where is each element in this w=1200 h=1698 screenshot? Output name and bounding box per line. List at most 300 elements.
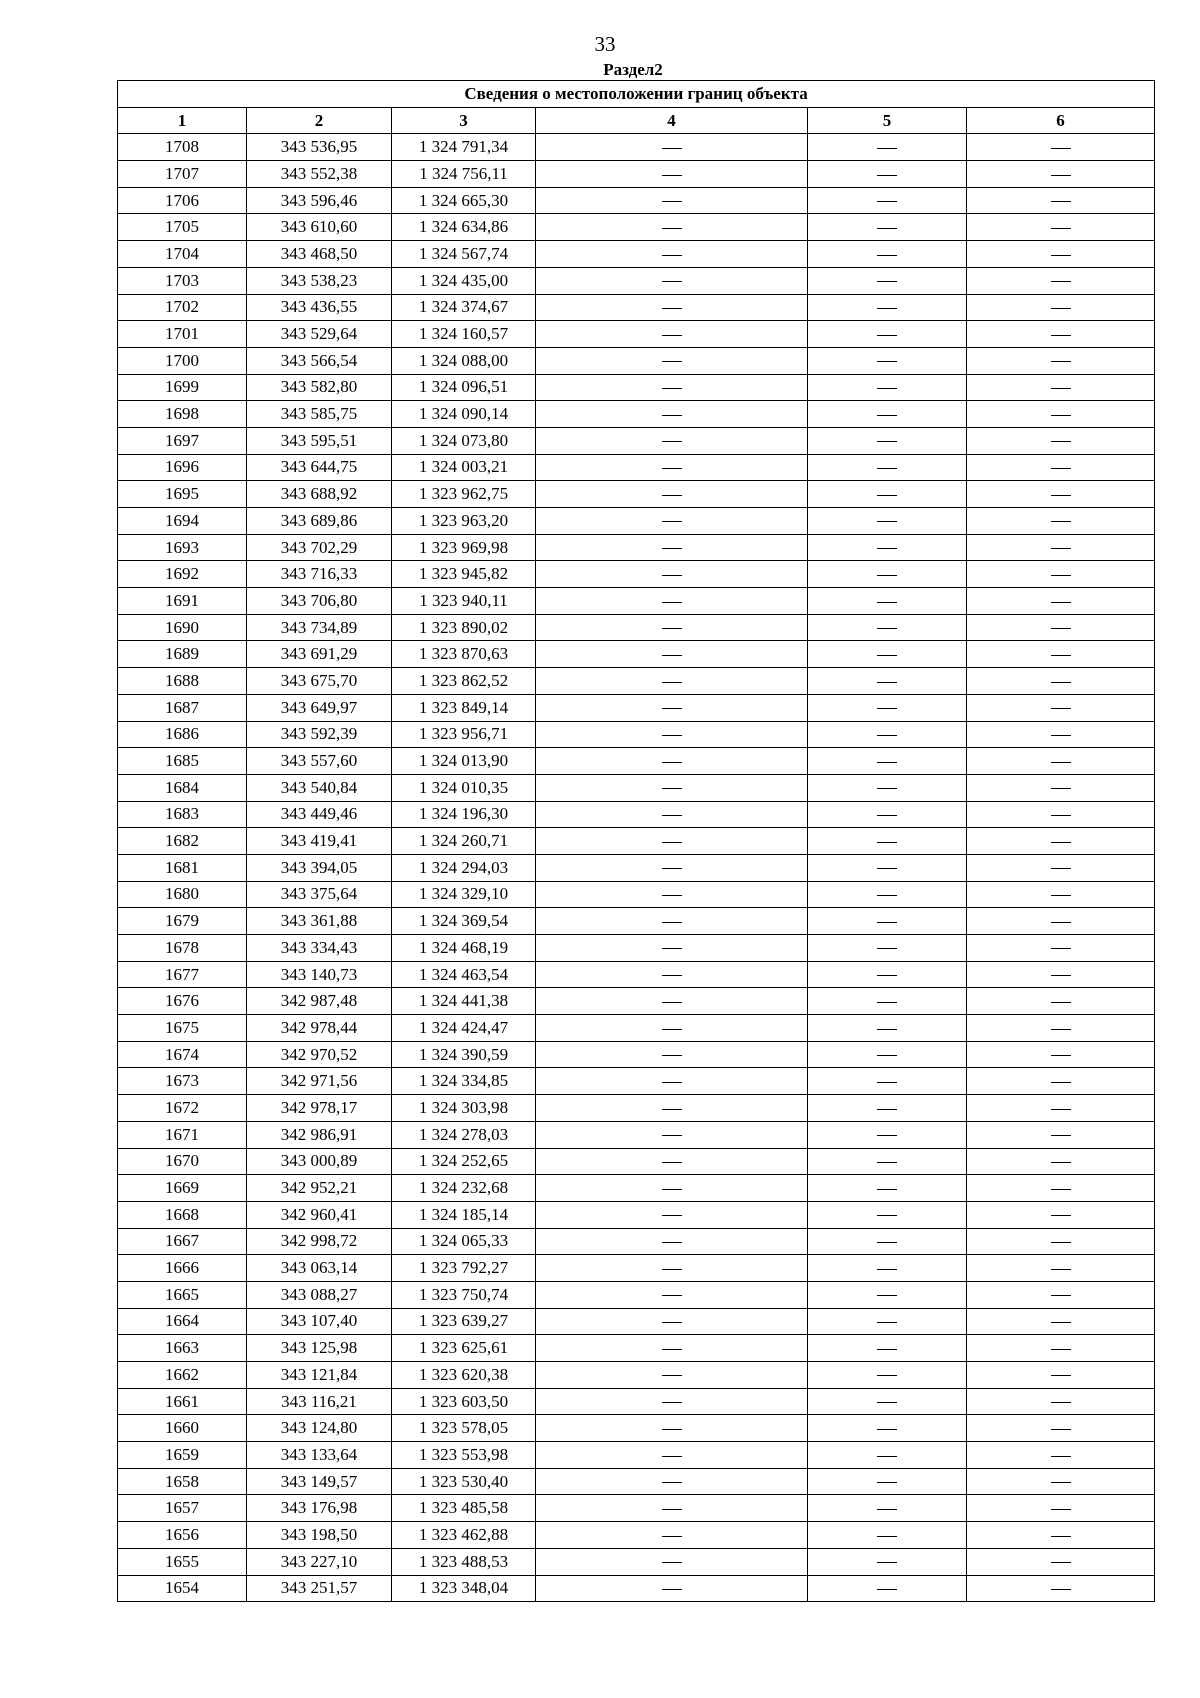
x-coordinate-cell: 343 644,75	[247, 454, 392, 481]
table-row	[118, 1201, 1155, 1228]
empty-value-cell	[967, 321, 1155, 348]
dash-mark	[877, 842, 897, 843]
dash-mark	[1051, 228, 1071, 229]
table-row	[118, 1015, 1155, 1042]
dash-mark	[877, 1349, 897, 1350]
dash-mark	[877, 1162, 897, 1163]
column-header-2: 2	[247, 107, 392, 134]
empty-value-cell	[967, 748, 1155, 775]
table-row	[118, 1255, 1155, 1282]
dash-mark	[1051, 495, 1071, 496]
dash-mark	[662, 1135, 682, 1136]
dash-mark	[662, 1295, 682, 1296]
empty-value-cell	[967, 347, 1155, 374]
x-coordinate-cell: 343 419,41	[247, 828, 392, 855]
empty-value-cell	[967, 854, 1155, 881]
table-row	[118, 1121, 1155, 1148]
dash-mark	[877, 281, 897, 282]
dash-mark	[877, 1002, 897, 1003]
table-row	[118, 774, 1155, 801]
point-number-cell: 1706	[118, 187, 247, 214]
empty-value-cell	[808, 774, 967, 801]
x-coordinate-cell: 342 971,56	[247, 1068, 392, 1095]
y-coordinate-cell: 1 324 334,85	[392, 1068, 536, 1095]
point-number-cell: 1661	[118, 1388, 247, 1415]
empty-value-cell	[967, 1015, 1155, 1042]
y-coordinate-cell: 1 324 435,00	[392, 267, 536, 294]
dash-mark	[1051, 201, 1071, 202]
empty-value-cell	[808, 935, 967, 962]
dash-mark	[877, 788, 897, 789]
dash-mark	[1051, 1189, 1071, 1190]
y-coordinate-cell: 1 324 073,80	[392, 427, 536, 454]
table-row	[118, 748, 1155, 775]
dash-mark	[877, 735, 897, 736]
empty-value-cell	[967, 1335, 1155, 1362]
x-coordinate-cell: 343 116,21	[247, 1388, 392, 1415]
empty-value-cell	[536, 321, 808, 348]
empty-value-cell	[536, 881, 808, 908]
y-coordinate-cell: 1 324 278,03	[392, 1121, 536, 1148]
empty-value-cell	[808, 1281, 967, 1308]
point-number-cell: 1683	[118, 801, 247, 828]
empty-value-cell	[536, 1548, 808, 1575]
point-number-cell: 1662	[118, 1362, 247, 1389]
dash-mark	[877, 388, 897, 389]
dash-mark	[662, 1456, 682, 1457]
dash-mark	[1051, 308, 1071, 309]
empty-value-cell	[808, 214, 967, 241]
dash-mark	[877, 521, 897, 522]
dash-mark	[877, 1029, 897, 1030]
empty-value-cell	[808, 1548, 967, 1575]
dash-mark	[877, 895, 897, 896]
empty-value-cell	[536, 1255, 808, 1282]
empty-value-cell	[536, 801, 808, 828]
table-row	[118, 534, 1155, 561]
empty-value-cell	[967, 1228, 1155, 1255]
dash-mark	[1051, 1082, 1071, 1083]
dash-mark	[1051, 602, 1071, 603]
dash-mark	[877, 1055, 897, 1056]
empty-value-cell	[536, 1201, 808, 1228]
empty-value-cell	[967, 187, 1155, 214]
point-number-cell: 1668	[118, 1201, 247, 1228]
table-row	[118, 267, 1155, 294]
dash-mark	[877, 628, 897, 629]
empty-value-cell	[808, 828, 967, 855]
x-coordinate-cell: 343 582,80	[247, 374, 392, 401]
x-coordinate-cell: 343 675,70	[247, 668, 392, 695]
x-coordinate-cell: 343 592,39	[247, 721, 392, 748]
point-number-cell: 1697	[118, 427, 247, 454]
dash-mark	[877, 175, 897, 176]
empty-value-cell	[808, 668, 967, 695]
dash-mark	[662, 708, 682, 709]
y-coordinate-cell: 1 324 065,33	[392, 1228, 536, 1255]
point-number-cell: 1672	[118, 1095, 247, 1122]
empty-value-cell	[967, 828, 1155, 855]
x-coordinate-cell: 343 107,40	[247, 1308, 392, 1335]
table-row	[118, 1548, 1155, 1575]
table-row	[118, 1335, 1155, 1362]
dash-mark	[662, 201, 682, 202]
dash-mark	[662, 1162, 682, 1163]
y-coordinate-cell: 1 323 462,88	[392, 1522, 536, 1549]
dash-mark	[662, 895, 682, 896]
table-row	[118, 401, 1155, 428]
empty-value-cell	[967, 1442, 1155, 1469]
table-row	[118, 881, 1155, 908]
x-coordinate-cell: 343 536,95	[247, 134, 392, 161]
empty-value-cell	[967, 1495, 1155, 1522]
dash-mark	[1051, 1215, 1071, 1216]
empty-value-cell	[967, 267, 1155, 294]
dash-mark	[877, 1082, 897, 1083]
x-coordinate-cell: 343 063,14	[247, 1255, 392, 1282]
x-coordinate-cell: 343 688,92	[247, 481, 392, 508]
point-number-cell: 1696	[118, 454, 247, 481]
dash-mark	[1051, 148, 1071, 149]
empty-value-cell	[536, 748, 808, 775]
x-coordinate-cell: 343 706,80	[247, 588, 392, 615]
empty-value-cell	[967, 161, 1155, 188]
column-header-5: 5	[808, 107, 967, 134]
empty-value-cell	[808, 401, 967, 428]
dash-mark	[877, 1215, 897, 1216]
dash-mark	[1051, 388, 1071, 389]
empty-value-cell	[536, 774, 808, 801]
empty-value-cell	[536, 588, 808, 615]
empty-value-cell	[536, 294, 808, 321]
table-row	[118, 935, 1155, 962]
dash-mark	[1051, 655, 1071, 656]
dash-mark	[1051, 975, 1071, 976]
y-coordinate-cell: 1 324 196,30	[392, 801, 536, 828]
x-coordinate-cell: 343 691,29	[247, 641, 392, 668]
empty-value-cell	[536, 401, 808, 428]
empty-value-cell	[536, 187, 808, 214]
empty-value-cell	[536, 1362, 808, 1389]
y-coordinate-cell: 1 323 530,40	[392, 1468, 536, 1495]
y-coordinate-cell: 1 324 160,57	[392, 321, 536, 348]
dash-mark	[662, 655, 682, 656]
dash-mark	[662, 1375, 682, 1376]
dash-mark	[877, 682, 897, 683]
empty-value-cell	[536, 1388, 808, 1415]
dash-mark	[662, 1509, 682, 1510]
table-row	[118, 214, 1155, 241]
dash-mark	[877, 975, 897, 976]
empty-value-cell	[967, 561, 1155, 588]
dash-mark	[662, 1536, 682, 1537]
dash-mark	[1051, 175, 1071, 176]
empty-value-cell	[536, 1121, 808, 1148]
dash-mark	[662, 228, 682, 229]
empty-value-cell	[808, 1362, 967, 1389]
x-coordinate-cell: 343 000,89	[247, 1148, 392, 1175]
y-coordinate-cell: 1 324 003,21	[392, 454, 536, 481]
dash-mark	[662, 548, 682, 549]
empty-value-cell	[808, 1068, 967, 1095]
dash-mark	[662, 175, 682, 176]
empty-value-cell	[808, 1468, 967, 1495]
dash-mark	[877, 548, 897, 549]
dash-mark	[1051, 1429, 1071, 1430]
x-coordinate-cell: 343 649,97	[247, 694, 392, 721]
empty-value-cell	[808, 1308, 967, 1335]
dash-mark	[1051, 895, 1071, 896]
empty-value-cell	[536, 161, 808, 188]
empty-value-cell	[808, 241, 967, 268]
dash-mark	[1051, 1349, 1071, 1350]
table-row	[118, 454, 1155, 481]
dash-mark	[877, 1589, 897, 1590]
empty-value-cell	[967, 1522, 1155, 1549]
table-row	[118, 427, 1155, 454]
column-header-4: 4	[536, 107, 808, 134]
y-coordinate-cell: 1 323 485,58	[392, 1495, 536, 1522]
table-row	[118, 641, 1155, 668]
y-coordinate-cell: 1 324 634,86	[392, 214, 536, 241]
point-number-cell: 1676	[118, 988, 247, 1015]
y-coordinate-cell: 1 323 639,27	[392, 1308, 536, 1335]
empty-value-cell	[536, 1308, 808, 1335]
x-coordinate-cell: 343 702,29	[247, 534, 392, 561]
empty-value-cell	[967, 1308, 1155, 1335]
empty-value-cell	[808, 534, 967, 561]
table-row	[118, 1095, 1155, 1122]
x-coordinate-cell: 342 970,52	[247, 1041, 392, 1068]
y-coordinate-cell: 1 323 962,75	[392, 481, 536, 508]
point-number-cell: 1701	[118, 321, 247, 348]
dash-mark	[877, 1189, 897, 1190]
table-row	[118, 187, 1155, 214]
dash-mark	[1051, 575, 1071, 576]
empty-value-cell	[536, 854, 808, 881]
y-coordinate-cell: 1 323 969,98	[392, 534, 536, 561]
y-coordinate-cell: 1 324 463,54	[392, 961, 536, 988]
empty-value-cell	[808, 748, 967, 775]
point-number-cell: 1671	[118, 1121, 247, 1148]
empty-value-cell	[536, 347, 808, 374]
empty-value-cell	[808, 694, 967, 721]
point-number-cell: 1688	[118, 668, 247, 695]
point-number-cell: 1658	[118, 1468, 247, 1495]
table-row	[118, 1041, 1155, 1068]
empty-value-cell	[808, 908, 967, 935]
point-number-cell: 1654	[118, 1575, 247, 1602]
point-number-cell: 1659	[118, 1442, 247, 1469]
dash-mark	[877, 1482, 897, 1483]
table-row	[118, 1281, 1155, 1308]
x-coordinate-cell: 343 595,51	[247, 427, 392, 454]
empty-value-cell	[967, 508, 1155, 535]
table-row	[118, 1148, 1155, 1175]
dash-mark	[877, 441, 897, 442]
empty-value-cell	[536, 828, 808, 855]
empty-value-cell	[808, 721, 967, 748]
x-coordinate-cell: 343 538,23	[247, 267, 392, 294]
table-row	[118, 294, 1155, 321]
table-row	[118, 347, 1155, 374]
point-number-cell: 1705	[118, 214, 247, 241]
table-caption-row	[118, 81, 1155, 108]
table-row	[118, 854, 1155, 881]
empty-value-cell	[967, 614, 1155, 641]
x-coordinate-cell: 343 557,60	[247, 748, 392, 775]
empty-value-cell	[536, 908, 808, 935]
dash-mark	[662, 441, 682, 442]
dash-mark	[1051, 628, 1071, 629]
table-row	[118, 374, 1155, 401]
dash-mark	[1051, 735, 1071, 736]
dash-mark	[662, 815, 682, 816]
empty-value-cell	[536, 267, 808, 294]
dash-mark	[1051, 1055, 1071, 1056]
y-coordinate-cell: 1 324 441,38	[392, 988, 536, 1015]
table-row	[118, 1308, 1155, 1335]
dash-mark	[877, 361, 897, 362]
table-row	[118, 481, 1155, 508]
point-number-cell: 1687	[118, 694, 247, 721]
point-number-cell: 1704	[118, 241, 247, 268]
empty-value-cell	[536, 1015, 808, 1042]
y-coordinate-cell: 1 324 260,71	[392, 828, 536, 855]
x-coordinate-cell: 343 449,46	[247, 801, 392, 828]
empty-value-cell	[967, 961, 1155, 988]
y-coordinate-cell: 1 323 348,04	[392, 1575, 536, 1602]
point-number-cell: 1702	[118, 294, 247, 321]
point-number-cell: 1656	[118, 1522, 247, 1549]
dash-mark	[662, 922, 682, 923]
y-coordinate-cell: 1 323 578,05	[392, 1415, 536, 1442]
x-coordinate-cell: 343 140,73	[247, 961, 392, 988]
empty-value-cell	[808, 1015, 967, 1042]
empty-value-cell	[536, 1228, 808, 1255]
empty-value-cell	[536, 1575, 808, 1602]
y-coordinate-cell: 1 324 185,14	[392, 1201, 536, 1228]
y-coordinate-cell: 1 323 945,82	[392, 561, 536, 588]
dash-mark	[1051, 1295, 1071, 1296]
empty-value-cell	[967, 1575, 1155, 1602]
empty-value-cell	[967, 1548, 1155, 1575]
point-number-cell: 1700	[118, 347, 247, 374]
empty-value-cell	[967, 1362, 1155, 1389]
empty-value-cell	[967, 668, 1155, 695]
table-row	[118, 828, 1155, 855]
column-header-1: 1	[118, 107, 247, 134]
empty-value-cell	[536, 641, 808, 668]
dash-mark	[662, 1242, 682, 1243]
empty-value-cell	[967, 1041, 1155, 1068]
dash-mark	[1051, 1322, 1071, 1323]
empty-value-cell	[536, 1335, 808, 1362]
point-number-cell: 1678	[118, 935, 247, 962]
dash-mark	[1051, 1109, 1071, 1110]
y-coordinate-cell: 1 324 232,68	[392, 1175, 536, 1202]
y-coordinate-cell: 1 323 849,14	[392, 694, 536, 721]
dash-mark	[1051, 281, 1071, 282]
dash-mark	[1051, 548, 1071, 549]
dash-mark	[877, 1456, 897, 1457]
table-row	[118, 1068, 1155, 1095]
x-coordinate-cell: 342 978,17	[247, 1095, 392, 1122]
dash-mark	[1051, 1562, 1071, 1563]
point-number-cell: 1708	[118, 134, 247, 161]
point-number-cell: 1689	[118, 641, 247, 668]
boundary-coordinates-table	[117, 80, 1155, 1602]
dash-mark	[662, 521, 682, 522]
point-number-cell: 1680	[118, 881, 247, 908]
point-number-cell: 1693	[118, 534, 247, 561]
empty-value-cell	[967, 881, 1155, 908]
y-coordinate-cell: 1 323 940,11	[392, 588, 536, 615]
empty-value-cell	[808, 1095, 967, 1122]
y-coordinate-cell: 1 324 090,14	[392, 401, 536, 428]
dash-mark	[877, 415, 897, 416]
x-coordinate-cell: 343 176,98	[247, 1495, 392, 1522]
dash-mark	[877, 148, 897, 149]
point-number-cell: 1698	[118, 401, 247, 428]
empty-value-cell	[808, 588, 967, 615]
empty-value-cell	[536, 1095, 808, 1122]
dash-mark	[1051, 1269, 1071, 1270]
dash-mark	[1051, 842, 1071, 843]
x-coordinate-cell: 343 585,75	[247, 401, 392, 428]
y-coordinate-cell: 1 324 303,98	[392, 1095, 536, 1122]
dash-mark	[662, 1482, 682, 1483]
y-coordinate-cell: 1 324 010,35	[392, 774, 536, 801]
dash-mark	[1051, 255, 1071, 256]
empty-value-cell	[967, 694, 1155, 721]
dash-mark	[1051, 1002, 1071, 1003]
empty-value-cell	[967, 801, 1155, 828]
y-coordinate-cell: 1 324 369,54	[392, 908, 536, 935]
dash-mark	[877, 1322, 897, 1323]
point-number-cell: 1691	[118, 588, 247, 615]
dash-mark	[877, 868, 897, 869]
y-coordinate-cell: 1 324 791,34	[392, 134, 536, 161]
empty-value-cell	[967, 454, 1155, 481]
point-number-cell: 1664	[118, 1308, 247, 1335]
dash-mark	[1051, 788, 1071, 789]
table-row	[118, 961, 1155, 988]
y-coordinate-cell: 1 324 756,11	[392, 161, 536, 188]
table-row	[118, 321, 1155, 348]
x-coordinate-cell: 343 361,88	[247, 908, 392, 935]
empty-value-cell	[808, 1442, 967, 1469]
empty-value-cell	[967, 1255, 1155, 1282]
empty-value-cell	[967, 1201, 1155, 1228]
dash-mark	[662, 361, 682, 362]
y-coordinate-cell: 1 324 424,47	[392, 1015, 536, 1042]
dash-mark	[877, 308, 897, 309]
table-row	[118, 614, 1155, 641]
section-title: Раздел2	[603, 60, 663, 79]
point-number-cell: 1684	[118, 774, 247, 801]
x-coordinate-cell: 343 596,46	[247, 187, 392, 214]
empty-value-cell	[808, 1335, 967, 1362]
dash-mark	[662, 1562, 682, 1563]
empty-value-cell	[967, 134, 1155, 161]
y-coordinate-cell: 1 324 374,67	[392, 294, 536, 321]
y-coordinate-cell: 1 323 963,20	[392, 508, 536, 535]
empty-value-cell	[536, 134, 808, 161]
empty-value-cell	[967, 427, 1155, 454]
table-row	[118, 1415, 1155, 1442]
dash-mark	[662, 1322, 682, 1323]
